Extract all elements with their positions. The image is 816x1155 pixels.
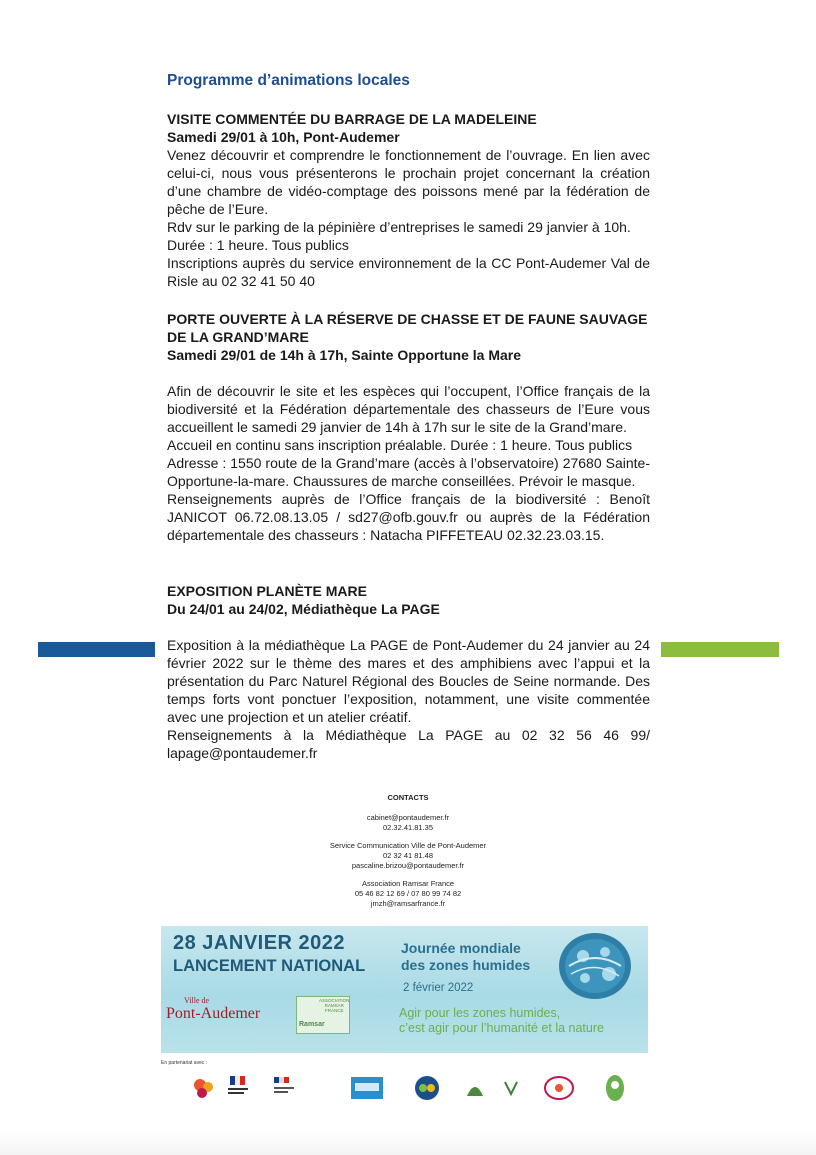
event-paragraph: Renseignements à la Médiathèque La PAGE au 02 32 56 46 99/ lapage@pontaudemer.fr	[167, 727, 650, 761]
event-title: EXPOSITION PLANÈTE MARE	[167, 583, 367, 599]
contacts-section	[250, 793, 566, 917]
ville-pont-audemer-logo	[166, 996, 260, 1023]
contacts-title: CONTACTS	[387, 793, 429, 802]
event-paragraph: Exposition à la médiathèque La PAGE de Pont-Audemer du 24 janvier au 24 février 2022 sur le thème des mares et des amphibiens avec l’appui et la présentation du Parc Naturel Régional des Boucles de Seine normande. Des temps forts vont ponctuer l’exposition, notamment, une visite commentée avec une projection et un atelier créatif.	[167, 637, 650, 725]
event-paragraph: Afin de découvrir le site et les espèces qui l’occupent, l’Office français de la biodiversité et la Fédération départementale des chasseurs de l’Eure vous accueillent le samedi 29 janvier de 14h à 17h sur le site de la Grand’mare.	[167, 383, 650, 435]
decorative-bar-blue	[38, 642, 155, 657]
partners-strip	[161, 1060, 648, 1110]
event-subtitle: Du 24/01 au 24/02, Médiathèque La PAGE	[167, 601, 440, 617]
contact-name: Association Ramsar France	[361, 879, 455, 888]
ministere-transition-ecologique-logo	[269, 1072, 299, 1104]
banner-slogan-line: c’est agir pour l’humanité et la nature	[399, 1021, 604, 1035]
event-paragraph: Venez découvrir et comprendre le fonctionnement de l’ouvrage. En lien avec celui-ci, nous vous présenterons le prochain projet concernant la création d’une chambre de vidéo-comptage des poissons mené par la fédération de pêche de l’Eure.	[167, 147, 650, 217]
banner-journee	[401, 940, 530, 974]
section-heading: Programme d’animations locales	[167, 72, 410, 89]
contact-name: Service Communication Ville de Pont-Audemer	[329, 841, 487, 850]
event-subtitle: Samedi 29/01 à 10h, Pont-Audemer	[167, 129, 400, 145]
aquaterra-logo	[497, 1072, 525, 1104]
banner-slogan	[399, 1006, 604, 1036]
event-banner	[161, 926, 648, 1053]
contact-email: cabinet@pontaudemer.fr	[366, 813, 450, 822]
contact-email: jmzh@ramsarfrance.fr	[370, 899, 446, 908]
banner-journee-line: des zones humides	[401, 957, 531, 973]
banner-feb-date: 2 février 2022	[403, 982, 474, 994]
banner-slogan-line: Agir pour les zones humides,	[399, 1006, 561, 1020]
event-paragraph: Adresse : 1550 route de la Grand’mare (accès à l’observatoire) 27680 Sainte-Opportune-la-mare. Chaussures de marche conseillées. Prévoir le masque.	[167, 455, 650, 489]
ofb-logo	[411, 1072, 443, 1104]
event-title: PORTE OUVERTE À LA RÉSERVE DE CHASSE ET DE FAUNE SAUVAGE DE LA GRAND’MARE	[167, 311, 648, 345]
wetland-globe-icon	[555, 930, 635, 1002]
pont-audemer-val-de-risle-logo	[187, 1072, 219, 1104]
event-paragraph: Inscriptions auprès du service environnement de la CC Pont-Audemer Val de Risle au 02 32 41 50 40	[167, 255, 650, 289]
page-edge-shadow	[0, 1130, 816, 1155]
ville-de-text: Ville de	[184, 996, 210, 1005]
event-subtitle: Samedi 29/01 de 14h à 17h, Sainte Opportune la Mare	[167, 347, 522, 363]
banner-journee-line: Journée mondiale	[401, 940, 521, 956]
event-title: VISITE COMMENTÉE DU BARRAGE DE LA MADELEINE	[167, 111, 537, 127]
banner-date: 28 JANVIER 2022	[173, 932, 346, 954]
ramsar-big-text: Ramsar	[299, 1021, 325, 1028]
federation-chasseurs-logo	[461, 1072, 489, 1104]
event-block-reserve	[167, 310, 650, 544]
ramsar-france-logo	[296, 996, 350, 1034]
contact-phone: 02 32 41 81.48	[382, 851, 434, 860]
event-paragraph: Renseignements auprès de l’Office français de la biodiversité : Benoît JANICOT 06.72.08.13.05 / sd27@ofb.gouv.fr ou auprès de la Fédération départementale des chasseurs : Natacha PIFFETEAU 02.32.23.03.15.	[167, 491, 650, 543]
ramsar-small-text: ASSOCIATION RAMSAR FRANCE	[319, 998, 350, 1013]
partners-label: En partenariat avec :	[161, 1060, 208, 1066]
ville-name-text: Pont-Audemer	[166, 1005, 261, 1022]
event-paragraph: Rdv sur le parking de la pépinière d’entreprises le samedi 29 janvier à 10h.	[167, 219, 631, 235]
decorative-bar-green	[661, 642, 779, 657]
contact-email: pascaline.brizou@pontaudemer.fr	[351, 861, 465, 870]
contact-group-communication	[250, 841, 566, 871]
contact-group-ramsar	[250, 879, 566, 909]
contact-phone: 05 46 82 12 69 / 07 80 99 74 82	[354, 889, 462, 898]
banner-launch: LANCEMENT NATIONAL	[173, 957, 366, 975]
event-paragraph: Accueil en continu sans inscription préalable. Durée : 1 heure. Tous publics	[167, 437, 633, 453]
eau-seine-normandie-logo	[347, 1072, 387, 1104]
event-block-barrage	[167, 110, 650, 290]
event-block-exposition	[167, 582, 650, 762]
event-paragraph: Durée : 1 heure. Tous publics	[167, 237, 349, 253]
contact-phone: 02.32.41.81.35	[382, 823, 434, 832]
ramsar-logo	[601, 1072, 629, 1104]
republique-francaise-logo	[223, 1072, 253, 1104]
frane-logo	[541, 1072, 577, 1104]
contact-group-cabinet	[250, 813, 566, 833]
